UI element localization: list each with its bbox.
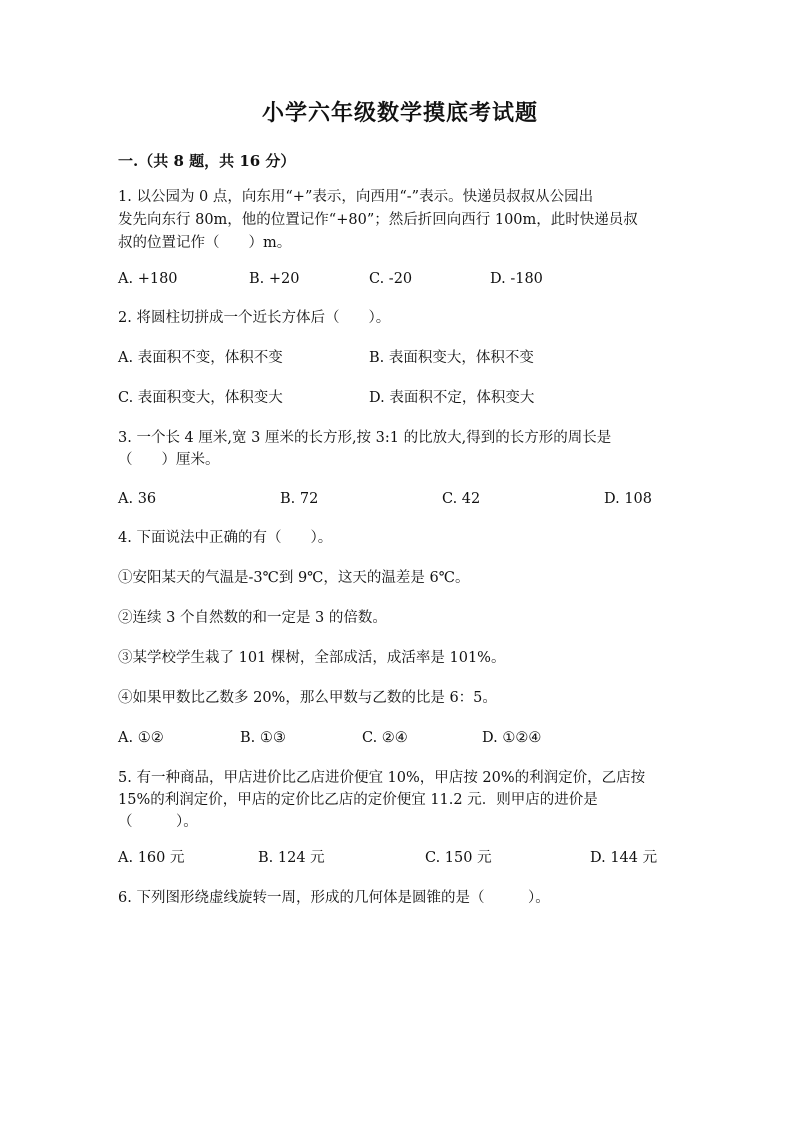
q4-statement-3: ③某学校学生栽了 101 棵树，全部成活，成活率是 101%。 [118,650,506,666]
q1-line-2: 发先向东行 80m，他的位置记作“+80”；然后折回向西行 100m，此时快递员叔 [118,212,638,228]
q3-option-d: D. 108 [604,491,653,507]
q3-option-a: A. 36 [118,491,157,507]
q5-option-b: B. 124 元 [258,850,325,866]
q5-line-1: 5. 有一种商品，甲店进价比乙店进价便宜 10%，甲店按 20%的利润定价，乙店按 [118,770,646,786]
q4-statement-2: ②连续 3 个自然数的和一定是 3 的倍数。 [118,610,387,626]
q4-option-a: A. ①② [118,730,164,746]
q3-option-c: C. 42 [442,491,481,507]
q4-statement-4: ④如果甲数比乙数多 20%，那么甲数与乙数的比是 6：5。 [118,690,497,706]
q3-option-b: B. 72 [280,491,319,507]
q1-option-a: A. +180 [118,271,178,287]
q5-line-3: （ ）。 [118,814,198,830]
q3-line-1: 3. 一个长 4 厘米,宽 3 厘米的长方形,按 3:1 的比放大,得到的长方形的周长是 [118,430,612,446]
q5-option-d: D. 144 元 [590,850,658,866]
q1-option-d: D. -180 [490,271,543,287]
q1-option-b: B. +20 [249,271,300,287]
q2-option-b: B. 表面积变大，体积不变 [369,350,534,366]
q4-line-1: 4. 下面说法中正确的有（ ）。 [118,530,333,546]
q4-statement-1: ①安阳某天的气温是-3℃到 9℃，这天的温差是 6℃。 [118,570,470,586]
q5-line-2: 15%的利润定价，甲店的定价比乙店的定价便宜 11.2 元．则甲店的进价是 [118,792,598,808]
q4-option-b: B. ①③ [240,730,286,746]
q2-option-a: A. 表面积不变，体积不变 [118,350,283,366]
q5-option-a: A. 160 元 [118,850,185,866]
section-heading: 一.（共 8 题，共 16 分） [118,152,296,170]
q2-option-d: D. 表面积不定，体积变大 [369,390,535,406]
q3-line-2: （ ）厘米。 [118,452,220,468]
q4-option-d: D. ①②④ [482,730,542,746]
q1-option-c: C. -20 [369,271,413,287]
q2-line-1: 2. 将圆柱切拼成一个近长方体后（ ）。 [118,310,391,326]
page-title: 小学六年级数学摸底考试题 [261,100,538,126]
q4-option-c: C. ②④ [362,730,408,746]
q6-line-1: 6. 下列图形绕虚线旋转一周，形成的几何体是圆锥的是（ ）。 [118,890,550,906]
q2-option-c: C. 表面积变大，体积变大 [118,390,283,406]
q1-line-3: 叔的位置记作（ ）m。 [118,235,292,251]
q1-line-1: 1. 以公园为 0 点，向东用“+”表示，向西用“-”表示。快递员叔叔从公园出 [118,189,594,205]
q5-option-c: C. 150 元 [425,850,492,866]
